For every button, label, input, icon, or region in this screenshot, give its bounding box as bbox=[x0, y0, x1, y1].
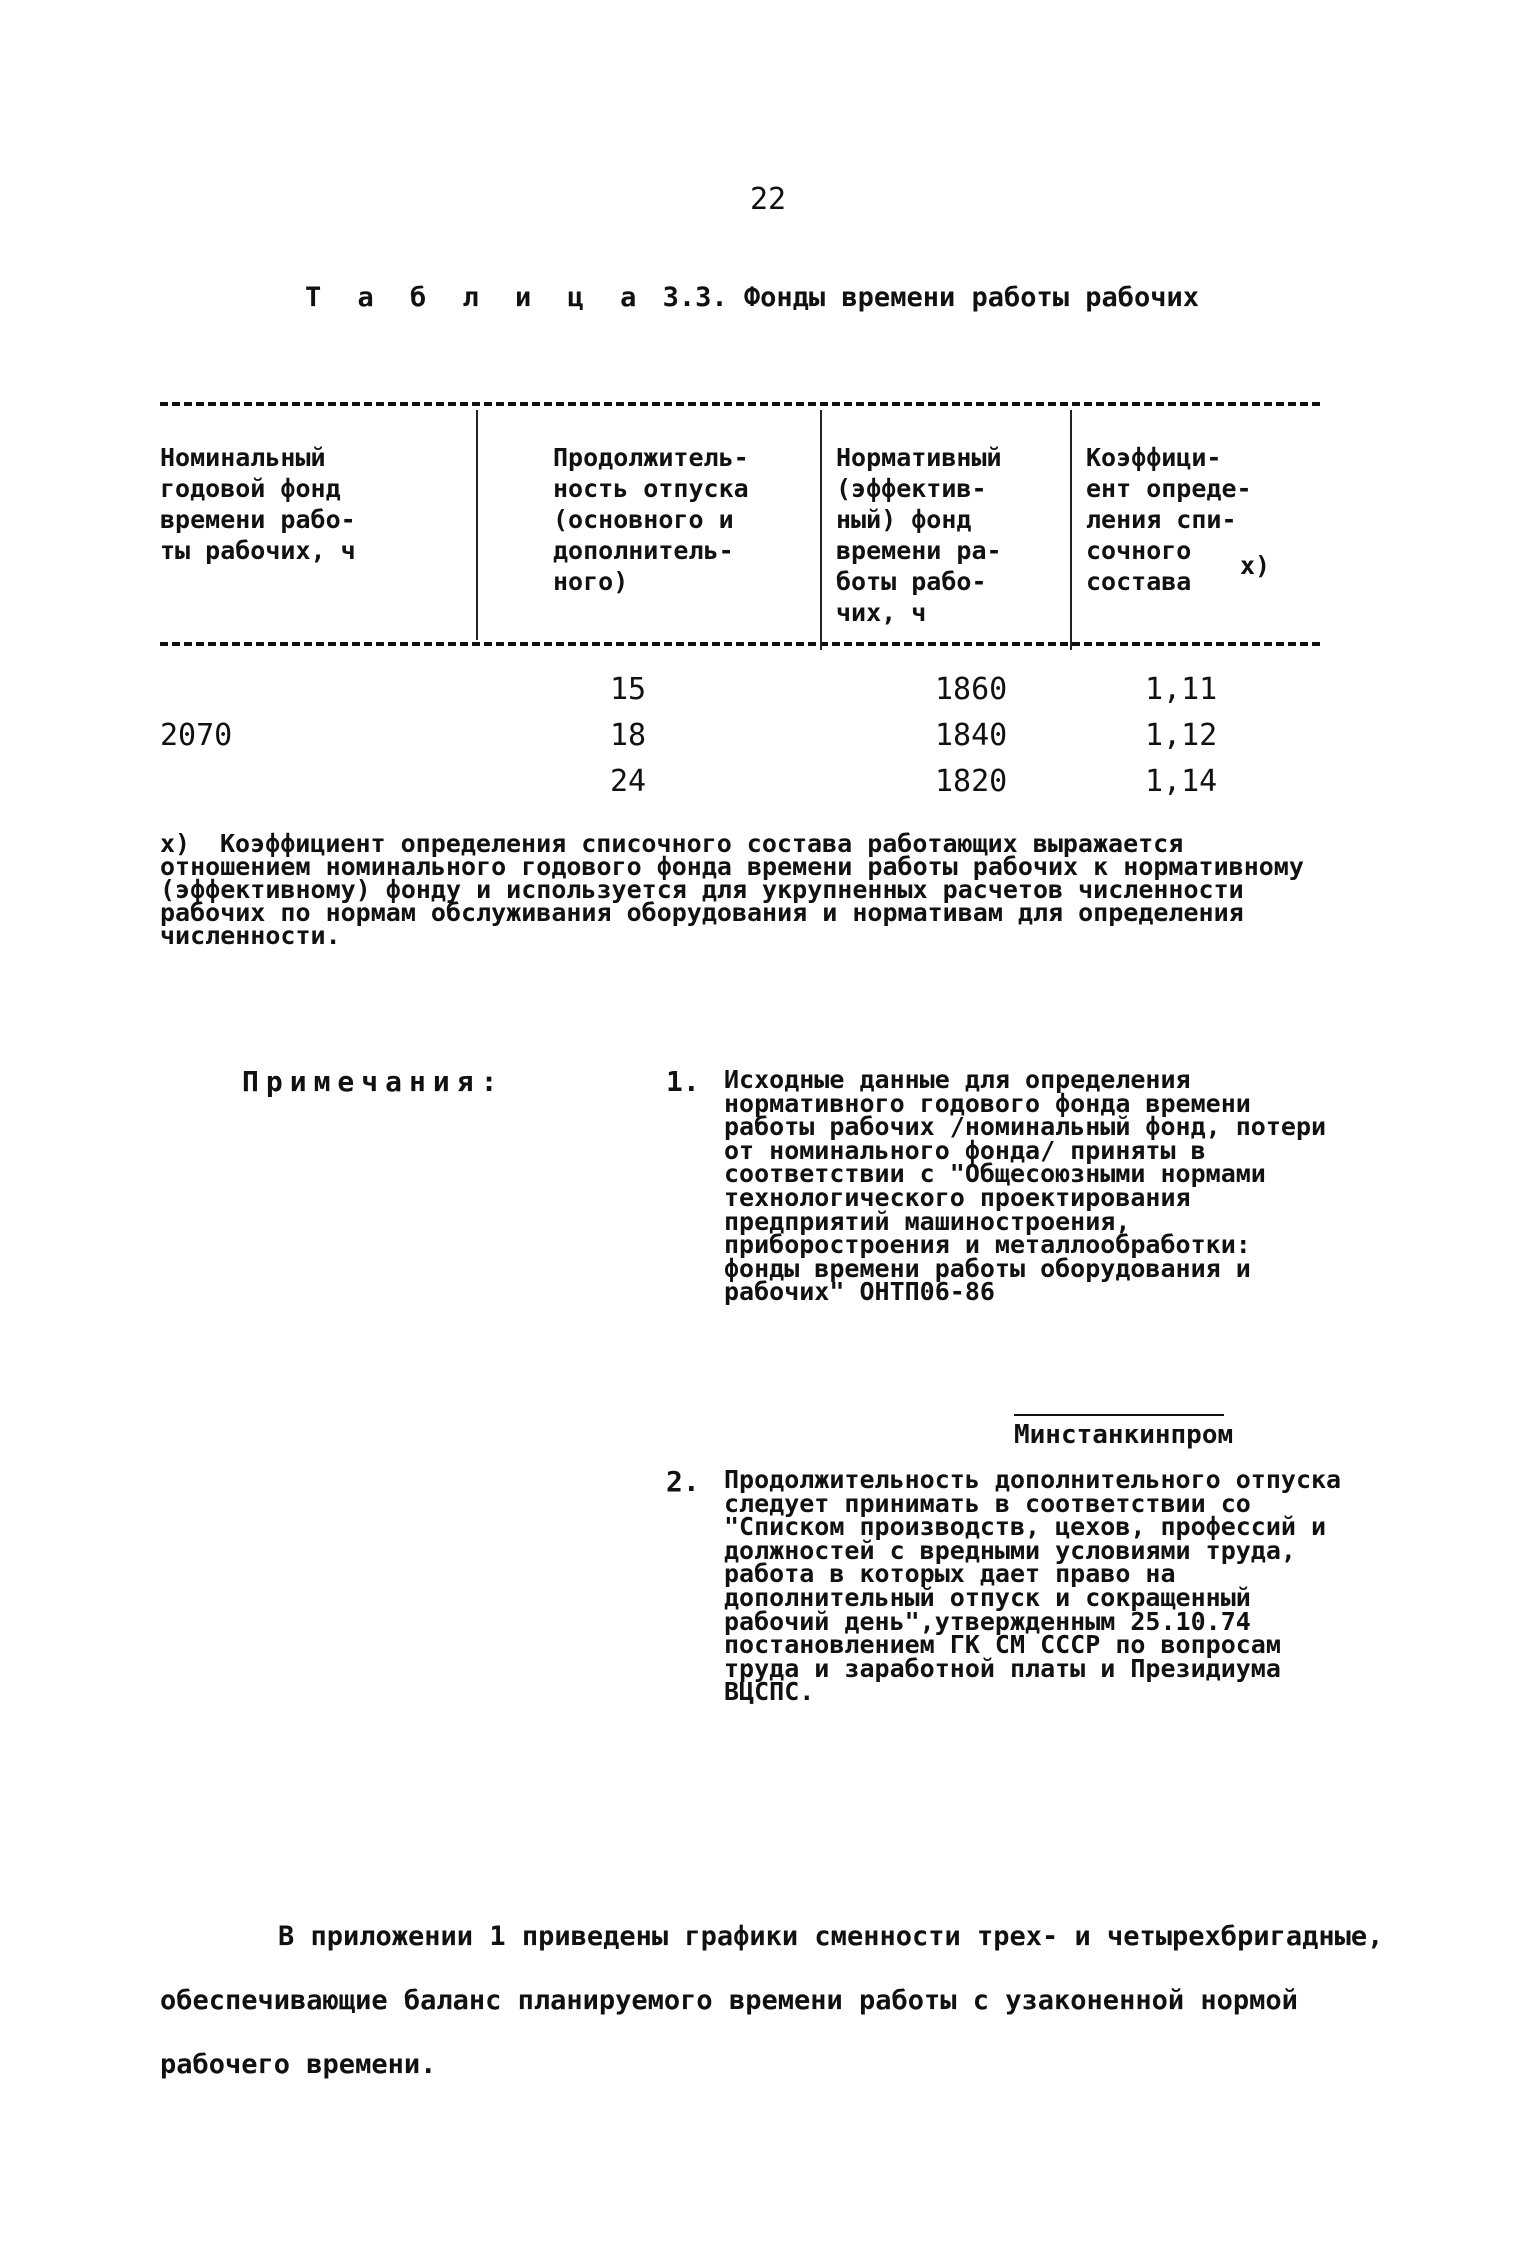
header-coefficient: Коэффици- ент опреде- ления спи- сочного состава bbox=[1086, 443, 1252, 596]
table-top-rule bbox=[160, 402, 1320, 406]
cell-duration: 15 bbox=[610, 672, 647, 707]
column-divider bbox=[476, 410, 478, 640]
cell-coefficient: 1,12 bbox=[1145, 718, 1218, 753]
note-number: 2. bbox=[666, 1465, 700, 1498]
table-caption-title: Фонды времени работы рабочих bbox=[743, 282, 1200, 313]
cell-coefficient: 1,11 bbox=[1145, 672, 1218, 707]
note-number: 1. bbox=[666, 1065, 700, 1098]
footnote-text: Коэффициент определения списочного состава работающих выражается отношением номинального годового фонда времени работы рабочих к нормативному (эффективному) фонду и используется для укрупненных расчетов численности рабочих по нормам обслуживания оборудования и нормативам для определения численности. bbox=[160, 829, 1304, 950]
note-text: Продолжительность дополнительного отпуска следует принимать в соответствии со "Списком производств, цехов, профессий и должностей с вредными условиями труда, работа в которых дает право на дополнительный отпуск и сокращенный рабочий день",утвержденным 25.10.74 постановлением ГК СМ СССР по вопросам труда и заработной платы и Президиума ВЦСПС. bbox=[724, 1465, 1342, 1707]
header-footnote-mark: x) bbox=[1240, 551, 1271, 580]
cell-normative-fund: 1820 bbox=[935, 764, 1008, 799]
cell-coefficient: 1,14 bbox=[1145, 764, 1218, 799]
table-caption-label: Т а б л и ц а bbox=[305, 282, 647, 313]
table-caption bbox=[305, 282, 1199, 313]
header-nominal-fund: Номинальный годовой фонд времени рабо- ты рабочих, ч bbox=[160, 443, 356, 565]
header-normative-fund: Нормативный (эффектив- ный) фонд времени ра- боты рабо- чих, ч bbox=[836, 443, 1002, 627]
table-header-rule bbox=[160, 642, 1320, 646]
table-caption-number: 3.3. bbox=[662, 282, 728, 313]
header-vacation-duration: Продолжитель- ность отпуска (основного и дополнитель- ного) bbox=[553, 443, 749, 596]
closing-text: В приложении 1 приведены графики сменности трех- и четырехбригадные, обеспечивающие баланс планируемого времени работы с узаконенной нормой рабочего времени. bbox=[160, 1921, 1384, 2080]
table-footnote bbox=[160, 829, 1340, 950]
cell-duration: 18 bbox=[610, 718, 647, 753]
cell-normative-fund: 1860 bbox=[935, 672, 1008, 707]
column-divider bbox=[820, 410, 822, 650]
note-text: Исходные данные для определения нормативного годового фонда времени работы рабочих /номинальный фонд, потери от номинального фонда/ приняты в соответствии с "Общесоюзными нормами технологического проектирования предприятий машиностроения, приборостроения и металлообработки: фонды времени работы оборудования и рабочих" ОНТП06-86 bbox=[724, 1065, 1327, 1307]
page-number: 22 bbox=[749, 182, 787, 217]
cell-nominal-fund: 2070 bbox=[160, 718, 233, 753]
footnote-mark: x) bbox=[160, 829, 191, 858]
notes-label: Примечания: bbox=[242, 1065, 505, 1098]
cell-normative-fund: 1840 bbox=[935, 718, 1008, 753]
column-divider bbox=[1070, 410, 1072, 650]
note-organization: Минстанкинпром bbox=[1014, 1420, 1234, 1450]
note-underline bbox=[1014, 1414, 1224, 1416]
closing-paragraph bbox=[160, 1905, 1390, 2097]
cell-duration: 24 bbox=[610, 764, 647, 799]
